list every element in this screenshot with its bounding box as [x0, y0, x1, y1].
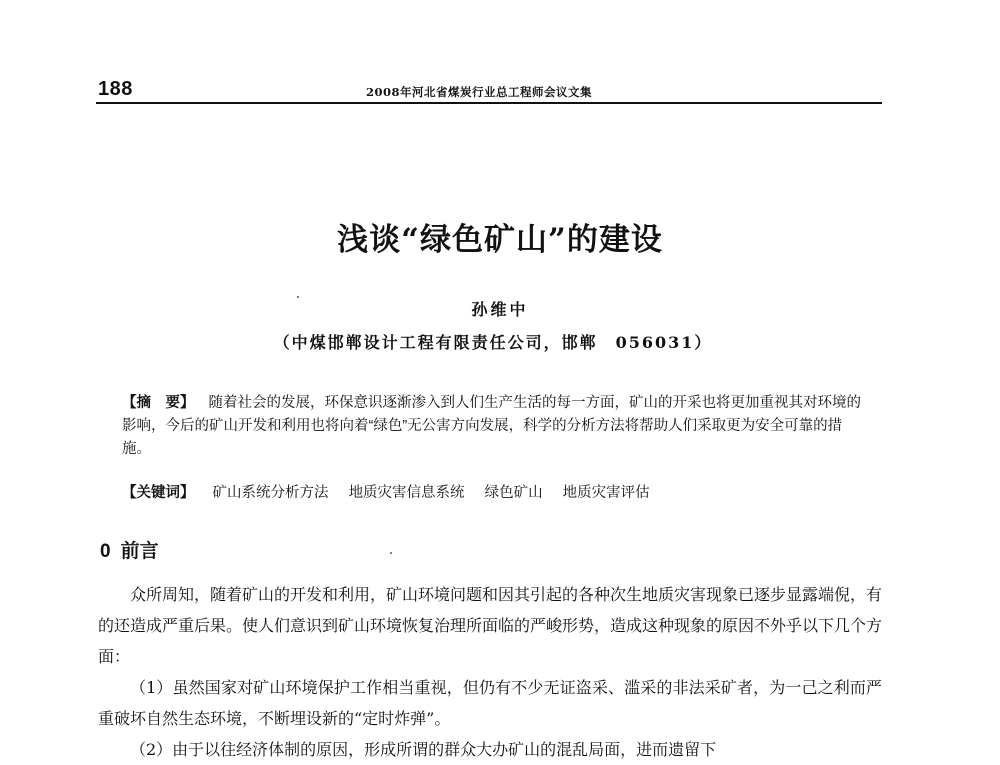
- section-number: 0: [100, 541, 111, 562]
- running-title: 2008年河北省煤炭行业总工程师会议文集: [366, 85, 593, 99]
- body-text: [98, 579, 882, 765]
- header-rule: [96, 102, 882, 104]
- section-heading: [100, 536, 159, 563]
- paragraph: （1）虽然国家对矿山环境保护工作相当重视，但仍有不少无证盗采、滥采的非法采矿者，为一己之利而严重破坏自然生态环境，不断埋设新的“定时炸弹”。: [98, 678, 882, 728]
- page-header: [96, 78, 880, 104]
- keywords-label: 【关键词】: [122, 485, 195, 501]
- keyword: 地质灾害评估: [562, 485, 650, 501]
- author-affiliation: （中煤邯郸设计工程有限责任公司，邯郸 056031）: [273, 333, 713, 352]
- author-name: 孙维中: [471, 300, 529, 319]
- page-number: 188: [98, 78, 133, 100]
- keyword: 绿色矿山: [484, 485, 543, 501]
- section-title: 前言: [120, 541, 159, 562]
- paragraph: 众所周知，随着矿山的开发和利用，矿山环境问题和因其引起的各种次生地质灾害现象已逐步显露端倪，有的还造成严重后果。使人们意识到矿山环境恢复治理所面临的严峻形势，造成这种现象的原因不外乎以下几个方面：: [98, 585, 883, 666]
- abstract-text: 随着社会的发展，环保意识逐渐渗入到人们生产生活的每一方面，矿山的开采也将更加重视其对环境的影响，今后的矿山开发和利用也将向着“绿色”无公害方向发展，科学的分析方法将帮助人们采取更为安全可靠的措施。: [122, 395, 861, 457]
- paragraph: （2）由于以往经济体制的原因，形成所谓的群众大办矿山的混乱局面，进而遗留下: [130, 740, 717, 759]
- abstract: [122, 392, 862, 461]
- keyword: 地质灾害信息系统: [348, 485, 465, 501]
- article-title: 浅谈“绿色矿山”的建设: [337, 222, 663, 258]
- scan-speck: [390, 552, 392, 554]
- keywords: [122, 482, 862, 505]
- keyword: 矿山系统分析方法: [212, 485, 329, 501]
- abstract-label: 【摘 要】: [122, 395, 195, 411]
